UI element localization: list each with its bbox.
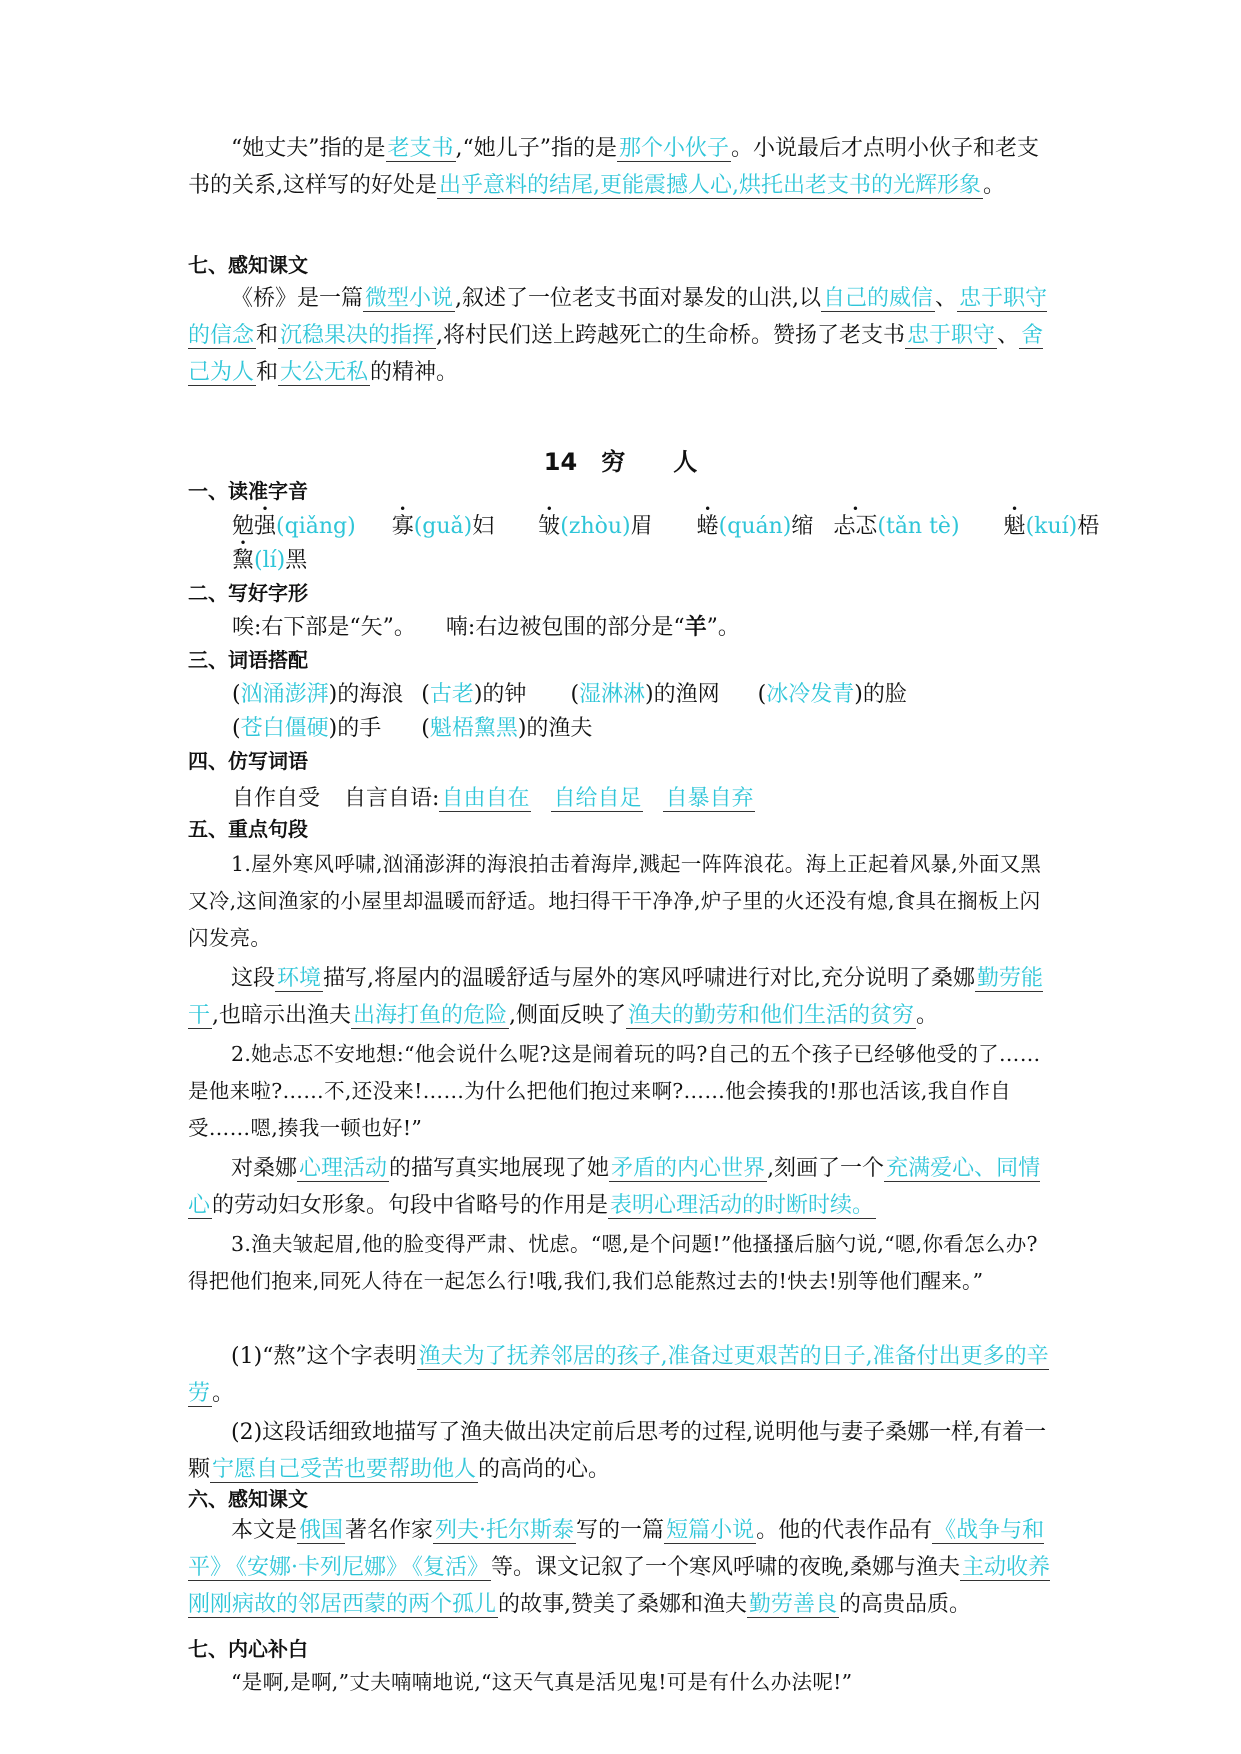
answer: 表明心理活动的时断时续。 xyxy=(610,1193,875,1218)
answer: 渔夫为了抚养邻居的孩子,准备过更艰苦的日子,准备付出更多的辛劳 xyxy=(188,1344,1049,1406)
text: 的精神。 xyxy=(370,360,459,385)
text: 。 xyxy=(916,1003,939,1028)
answer: 老支书 xyxy=(387,136,454,161)
lesson-title: 14 穷 人 xyxy=(543,448,698,476)
pinyin-item: 皱(zhòu)眉 xyxy=(538,514,653,539)
glyph: 羊 xyxy=(684,614,707,640)
pinyin-row-2 xyxy=(232,546,307,576)
text: 。他的代表作品有 xyxy=(756,1518,933,1543)
text: ,刻画了一个 xyxy=(767,1156,885,1181)
collocation-item: (汹涌澎湃)的海浪 xyxy=(232,682,404,707)
text: ,“她儿子”指的是 xyxy=(455,136,618,161)
text: 描写,将屋内的温暖舒适与屋外的寒风呼啸进行对比,充分说明了桑娜 xyxy=(323,966,976,991)
section-heading: 一、读准字音 xyxy=(188,479,308,503)
answer: 出乎意料的结尾,更能震撼人心,烘托出老支书的光辉形象 xyxy=(439,173,981,198)
collocation-item: (古老)的钟 xyxy=(421,682,527,707)
answer: 忠于职守 xyxy=(907,323,996,348)
text: 写的一篇 xyxy=(576,1518,665,1543)
section-heading: 五、重点句段 xyxy=(188,817,308,841)
answer: 环境 xyxy=(277,966,322,991)
collocation-item: (魁梧黧黑)的渔夫 xyxy=(421,716,593,741)
text: ,也暗示出渔夫 xyxy=(212,1003,352,1028)
collocation-row-2 xyxy=(232,714,592,744)
answer: 出海打鱼的危险 xyxy=(353,1003,508,1028)
given-word: 自言自语: xyxy=(344,786,440,811)
pinyin-item: 魁(kuí)梧 xyxy=(1003,514,1100,539)
text: 。小说最后才点明小伙子和老支书的关系,这样写的好处是 xyxy=(188,136,1040,198)
answer-3-2 xyxy=(188,1414,1058,1488)
answer: 俄国 xyxy=(299,1518,344,1543)
passage-3: 3.渔夫皱起眉,他的脸变得严肃、忧虑。“嗯,是个问题!”他搔搔后脑勺说,“嗯,你看怎么办?得把他们抱来,同死人待在一起怎么行!哦,我们,我们总能熬过去的!快去!别等他们醒来。” xyxy=(188,1232,1038,1293)
answer: 忠于职守的信念 xyxy=(188,286,1048,348)
pinyin-row-1 xyxy=(232,512,1099,542)
section-heading: 三、词语搭配 xyxy=(188,648,308,672)
section-heading: 二、写好字形 xyxy=(188,581,308,605)
text: 喃:右边被包围的部分是“ xyxy=(445,615,685,640)
answer: 那个小伙子 xyxy=(619,136,730,161)
collocation-item: (湿淋淋)的渔网 xyxy=(570,682,720,707)
text: 和 xyxy=(256,360,279,385)
glyph-note-row xyxy=(232,612,740,643)
collocation-item: (苍白僵硬)的手 xyxy=(232,716,382,741)
given-word: 自作自受 xyxy=(232,786,321,811)
answer-paragraph-top xyxy=(188,130,1058,204)
section-heading: 四、仿写词语 xyxy=(188,749,308,773)
text: (1)“熬”这个字表明 xyxy=(231,1344,417,1369)
answer: 舍己为人 xyxy=(188,323,1044,385)
passage-1: 1.屋外寒风呼啸,汹涌澎湃的海浪拍击着海岸,溅起一阵阵浪花。海上正起着风暴,外面又黑又冷,这间渔家的小屋里却温暖而舒适。地扫得干干净净,炉子里的火还没有熄,食具在搁板上闪闪发亮。 xyxy=(188,852,1042,950)
text: 的劳动妇女形象。句段中省略号的作用是 xyxy=(212,1193,609,1218)
text: ,叙述了一位老支书面对暴发的山洪,以 xyxy=(455,286,822,311)
answer: 主动收养刚刚病故的邻居西蒙的两个孤儿 xyxy=(188,1555,1051,1617)
answer: 宁愿自己受苦也要帮助他人 xyxy=(212,1457,477,1482)
answer: 自给自足 xyxy=(553,786,642,811)
text: 、 xyxy=(935,286,958,311)
answer-2 xyxy=(188,1150,1058,1224)
answer: 微型小说 xyxy=(365,286,454,311)
collocation-row-1 xyxy=(232,680,907,710)
section-heading: 七、内心补白 xyxy=(188,1637,308,1661)
summary-paragraph-prev xyxy=(188,280,1058,391)
answer: 短篇小说 xyxy=(666,1518,755,1543)
pinyin-item: 忐忑(tǎn tè) xyxy=(833,514,960,539)
answer-1 xyxy=(188,960,1058,1034)
text: 著名作家 xyxy=(345,1518,434,1543)
text: 的高贵品质。 xyxy=(839,1592,972,1617)
imitation-row xyxy=(232,784,755,814)
text: 唉:右下部是“矢”。 xyxy=(232,615,416,640)
text: 和 xyxy=(256,323,279,348)
text: 本文是 xyxy=(231,1518,298,1543)
section-heading: 七、感知课文 xyxy=(188,253,308,277)
answer: 大公无私 xyxy=(280,360,369,385)
pinyin-item: 寡(guǎ)妇 xyxy=(391,514,495,539)
answer: 勤劳善良 xyxy=(749,1592,838,1617)
answer: 列夫·托尔斯泰 xyxy=(435,1518,575,1543)
answer: 《战争与和平》 xyxy=(188,1518,1045,1580)
section-heading: 六、感知课文 xyxy=(188,1487,308,1511)
text: 。 xyxy=(983,173,1006,198)
text: 《桥》是一篇 xyxy=(231,286,364,311)
inner-monologue-prompt: “是啊,是啊,”丈夫喃喃地说,“这天气真是活见鬼!可是有什么办法呢!” xyxy=(231,1670,853,1694)
answer: 自由自在 xyxy=(441,786,530,811)
text: 、 xyxy=(997,323,1020,348)
passage-2: 2.她忐忑不安地想:“他会说什么呢?这是闹着玩的吗?自己的五个孩子已经够他受的了……是他来啦?……不,还没来!……为什么把他们抱过来啊?……他会揍我的!那也活该,我自作自受……嗯,揍我一顿也好!” xyxy=(188,1042,1041,1140)
answer: 矛盾的内心世界 xyxy=(611,1156,766,1181)
answer: 《安娜·卡列尼娜》 xyxy=(236,1555,409,1580)
answer: 沉稳果决的指挥 xyxy=(280,323,435,348)
text: “她丈夫”指的是 xyxy=(231,136,386,161)
text: 的描写真实地展现了她 xyxy=(389,1156,610,1181)
answer: 勤劳能干 xyxy=(188,966,1044,1028)
pinyin-item: 蜷(quán)缩 xyxy=(696,514,814,539)
text: 。 xyxy=(212,1381,235,1406)
answer: 自暴自弃 xyxy=(665,786,754,811)
pinyin-item: 黧(lí)黑 xyxy=(232,548,308,573)
pinyin-item: 勉强(qiǎng) xyxy=(232,514,356,539)
text: ”。 xyxy=(706,615,740,640)
text: 等。课文记叙了一个寒风呼啸的夜晚,桑娜与渔夫 xyxy=(491,1555,961,1580)
answer: 自己的威信 xyxy=(823,286,934,311)
answer: 心理活动 xyxy=(299,1156,388,1181)
text: ,侧面反映了 xyxy=(509,1003,627,1028)
answer: 渔夫的勤劳和他们生活的贫穷 xyxy=(628,1003,915,1028)
text: 对桑娜 xyxy=(231,1156,298,1181)
text: 的故事,赞美了桑娜和渔夫 xyxy=(498,1592,748,1617)
text: 的高尚的心。 xyxy=(478,1457,611,1482)
text: ,将村民们送上跨越死亡的生命桥。赞扬了老支书 xyxy=(436,323,906,348)
answer: 充满爱心、同情心 xyxy=(188,1156,1041,1218)
answer-3-1 xyxy=(188,1338,1058,1412)
answer: 《复活》 xyxy=(412,1555,490,1580)
summary-paragraph xyxy=(188,1512,1058,1623)
text: (2)这段话细致地描写了渔夫做出决定前后思考的过程,说明他与妻子桑娜一样,有着一颗 xyxy=(188,1420,1047,1482)
collocation-item: (冰冷发青)的脸 xyxy=(757,682,907,707)
text: 这段 xyxy=(231,966,276,991)
